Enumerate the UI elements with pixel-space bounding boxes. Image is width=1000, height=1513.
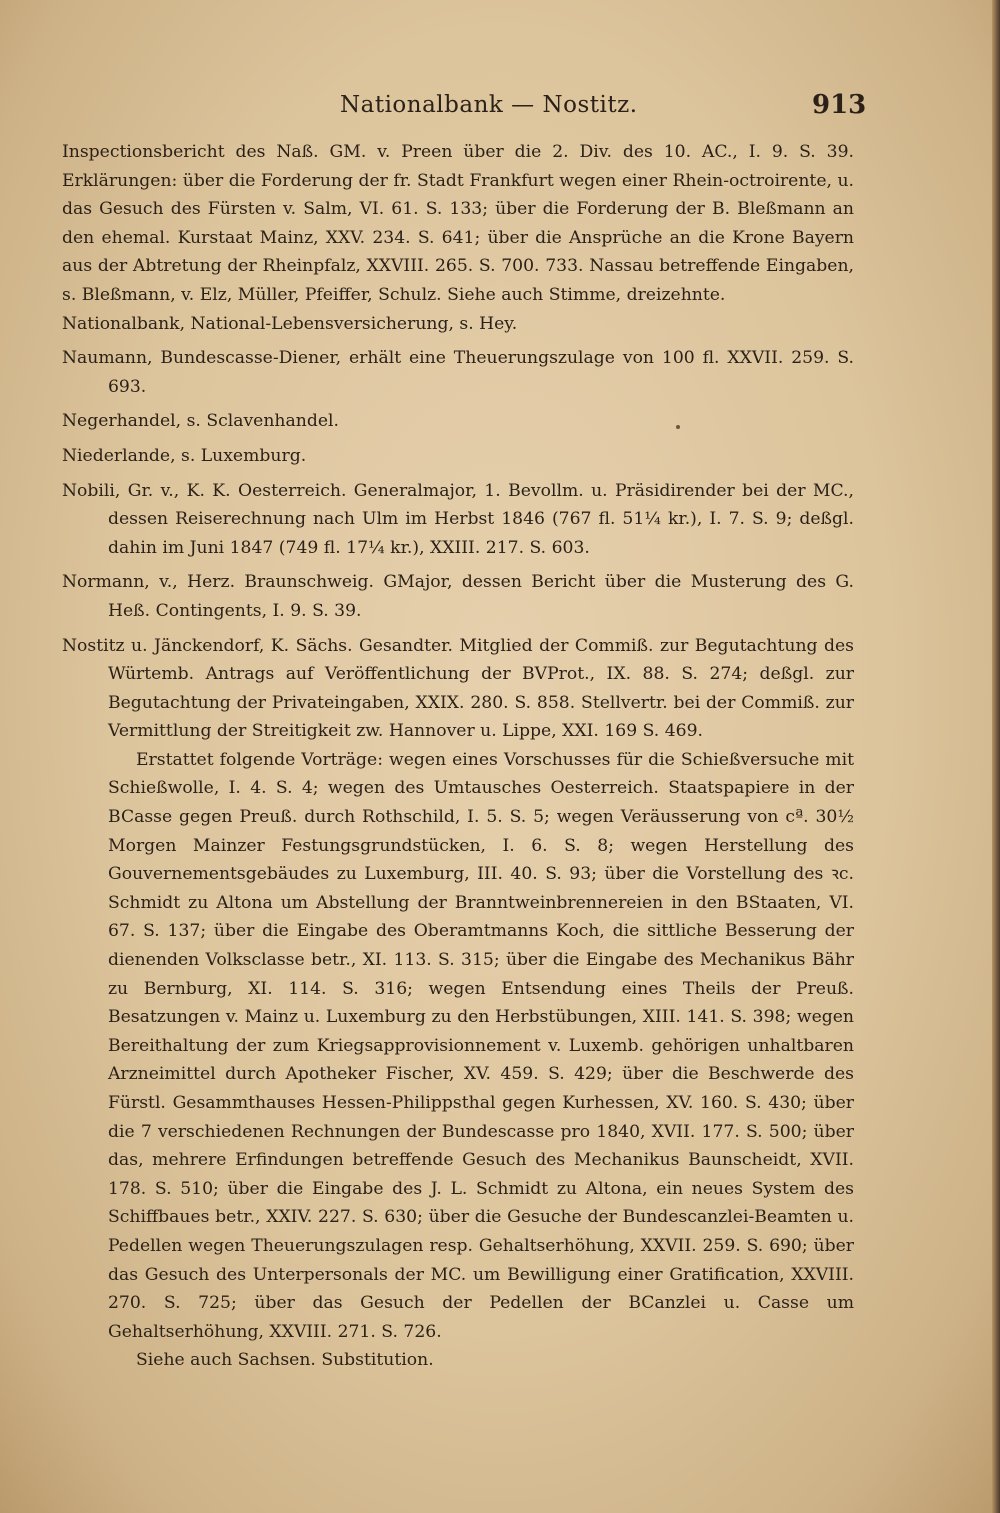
index-entry-nobili: Nobili, Gr. v., K. K. Oesterreich. Generalmajor, 1. Bevollm. u. Präsidirender bei der MC., dessen Reiserechnung nach Ulm im Herbst 1846 (767 fl. 51¼ kr.), I. 7. S. 9; deßgl. dahin im Juni 1847 (749 fl. 17¼ kr.), XXIII. 217. S. 603. [62,480,854,558]
index-entry-negerhandel: Negerhandel, s. Sclavenhandel. [62,411,339,432]
running-title: Nationalbank — Nostitz. [340,92,638,118]
index-entry-nostitz-reports: Erstattet folgende Vorträge: wegen eines Vorschusses für die Schießversuche mit Schießwolle, I. 4. S. 4; wegen des Umtausches Oesterreich. Staatspapiere in der BCasse gegen Preuß. durch Rothschild, I. 5. S. 5; wegen Veräusserung von cª. 30½ Morgen Mainzer Festungsgrundstücken, I. 6. S. 8; wegen Herstellung des Gouvernementsgebäudes zu Luxemburg, III. 40. S. 93; über die Vorstellung des ꝛc. Schmidt zu Altona um Abstellung der Branntweinbrennereien in den BStaaten, VI. 67. S. 137; über die Eingabe des Oberamtmanns Koch, die sittliche Besserung der dienenden Volksclasse betr., XI. 113. S. 315; über die Eingabe des Mechanikus Bähr zu Bernburg, XI. 114. S. 316; wegen Entsendung eines Theils der Preuß. Besatzungen v. Mainz u. Luxemburg zu den Herbstübungen, XIII. 141. S. 398; wegen Bereithaltung der zum Kriegsapprovisionnement v. Luxemb. gehörigen unhaltbaren Arzneimittel durch Apotheker Fischer, XV. 459. S. 429; über die Beschwerde des Fürstl. Gesammthauses Hessen-Philippsthal gegen Kurhessen, XV. 160. S. 430; über die 7 verschiedenen Rechnungen der Bundescasse pro 1840, XVII. 177. S. 500; über das, mehrere Erfindungen betreffende Gesuch des Mechanikus Baunscheidt, XVII. 178. S. 510; über die Eingabe des J. L. Schmidt zu Altona, ein neues System des Schiffbaues betr., XXIV. 227. S. 630; über die Gesuche der Bundescanzlei-Beamten u. Pedellen wegen Theuerungszulagen resp. Gehaltserhöhung, XXVII. 259. S. 690; über das Gesuch des Unterpersonals der MC. um Bewilligung einer Gratification, XXVIII. 270. S. 725; über das Gesuch der Pedellen der BCanzlei u. Casse um Gehaltserhöhung, XXVIII. 271. S. 726. [108,749,854,1342]
index-entry-continuation: Inspectionsbericht des Naß. GM. v. Preen über die 2. Div. des 10. AC., I. 9. S. 39. Erklärungen: über die Forderung der fr. Stadt Frankfurt wegen einer Rhein-octroirente, u. das Gesuch des Fürsten v. Salm, VI. 61. S. 133; über die Forderung der B. Bleßmann an den ehemal. Kurstaat Mainz, XXV. 234. S. 641; über die Ansprüche an die Krone Bayern aus der Abtretung der Rheinpfalz, XXVIII. 265. S. 700. 733. Nassau betreffende Eingaben, s. Bleßmann, v. Elz, Müller, Pfeiffer, Schulz. Siehe auch Stimme, dreizehnte. [62,142,854,305]
index-entry-normann: Normann, v., Herz. Braunschweig. GMajor, dessen Bericht über die Musterung des G. Heß. Contingents, I. 9. S. 39. [62,572,854,621]
page-number: 913 [812,90,867,120]
index-entry-nostitz: Nostitz u. Jänckendorf, K. Sächs. Gesandter. Mitglied der Commiß. zur Begutachtung des Würtemb. Antrags auf Veröffentlichung der BVProt., IX. 88. S. 274; deßgl. zur Begutachtung der Privateingaben, XXIX. 280. S. 858. Stellvertr. bei der Commiß. zur Vermittlung der Streitigkeit zw. Hannover u. Lippe, XXI. 169 S. 469. [62,635,854,742]
page-edge [992,0,1000,1513]
running-head [0,92,1000,132]
index-entry-see-also: Siehe auch Sachsen. Substitution. [136,1350,434,1371]
index-entry-nationalbank: Nationalbank, National-Lebensversicherung, s. Hey. [62,313,518,334]
index-entries [62,138,854,1375]
index-entry-niederlande: Niederlande, s. Luxemburg. [62,445,307,466]
index-entry-naumann: Naumann, Bundescasse-Diener, erhält eine Theuerungszulage von 100 fl. XXVII. 259. S. 693. [62,348,854,397]
